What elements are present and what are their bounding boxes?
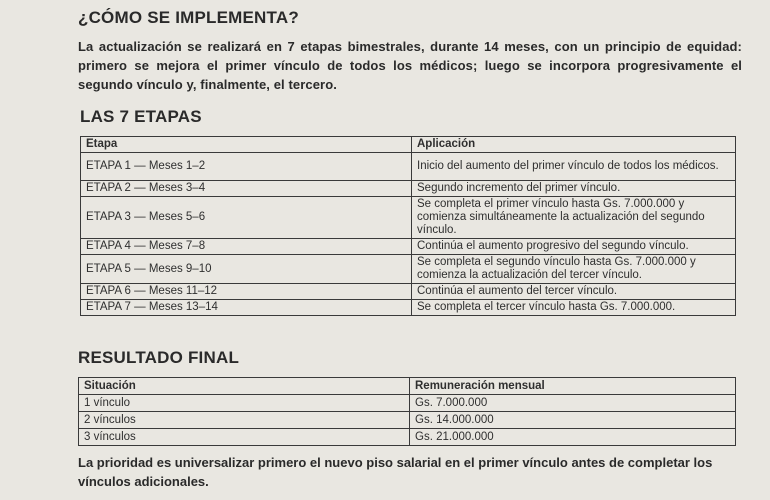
table-row [79,395,736,412]
results-header-remuneracion: Remuneración mensual [410,378,736,395]
salary-cell: Gs. 14.000.000 [410,412,736,429]
table-row [81,284,736,300]
salary-cell: Gs. 7.000.000 [410,395,736,412]
table-row [81,300,736,316]
table-row [81,239,736,255]
stage-description: Continúa el aumento del tercer vínculo. [412,284,736,300]
results-heading: RESULTADO FINAL [78,348,240,367]
stages-header-row [81,137,736,153]
stages-header-etapa: Etapa [81,137,412,153]
table-row [81,153,736,181]
table-row [79,429,736,446]
stage-name: ETAPA 4 — Meses 7–8 [81,239,412,255]
stage-name: ETAPA 6 — Meses 11–12 [81,284,412,300]
results-table [78,377,736,446]
situation-cell: 3 vínculos [79,429,410,446]
table-row [81,181,736,197]
results-header-situacion: Situación [79,378,410,395]
stage-description: Se completa el tercer vínculo hasta Gs. 7.000.000. [412,300,736,316]
closing-note: La prioridad es universalizar primero el nuevo piso salarial en el primer vínculo antes de completar los vínculos adicionales. [78,455,713,489]
stages-header-aplicacion: Aplicación [412,137,736,153]
table-row [81,197,736,239]
intro-paragraph: La actualización se realizará en 7 etapas bimestrales, durante 14 meses, con un principio de equidad: primero se mejora el primer vínculo de todos los médicos; luego se incorpora progresivamente el segundo vínculo y, finalmente, el tercero. [78,39,742,92]
stage-description: Se completa el segundo vínculo hasta Gs. 7.000.000 y comienza la actualización del tercer vínculo. [412,255,736,284]
stage-name: ETAPA 3 — Meses 5–6 [81,197,412,239]
stage-description: Continúa el aumento progresivo del segundo vínculo. [412,239,736,255]
situation-cell: 1 vínculo [79,395,410,412]
stage-description: Inicio del aumento del primer vínculo de todos los médicos. [412,153,736,181]
table-row [81,255,736,284]
stage-description: Segundo incremento del primer vínculo. [412,181,736,197]
results-header-row [79,378,736,395]
stages-table [80,136,736,316]
salary-cell: Gs. 21.000.000 [410,429,736,446]
stage-name: ETAPA 1 — Meses 1–2 [81,153,412,181]
stage-description: Se completa el primer vínculo hasta Gs. 7.000.000 y comienza simultáneamente la actualización del segundo vínculo. [412,197,736,239]
stage-name: ETAPA 7 — Meses 13–14 [81,300,412,316]
implementation-heading: ¿CÓMO SE IMPLEMENTA? [78,8,299,27]
stages-heading: LAS 7 ETAPAS [80,107,202,126]
situation-cell: 2 vínculos [79,412,410,429]
stage-name: ETAPA 2 — Meses 3–4 [81,181,412,197]
stage-name: ETAPA 5 — Meses 9–10 [81,255,412,284]
table-row [79,412,736,429]
